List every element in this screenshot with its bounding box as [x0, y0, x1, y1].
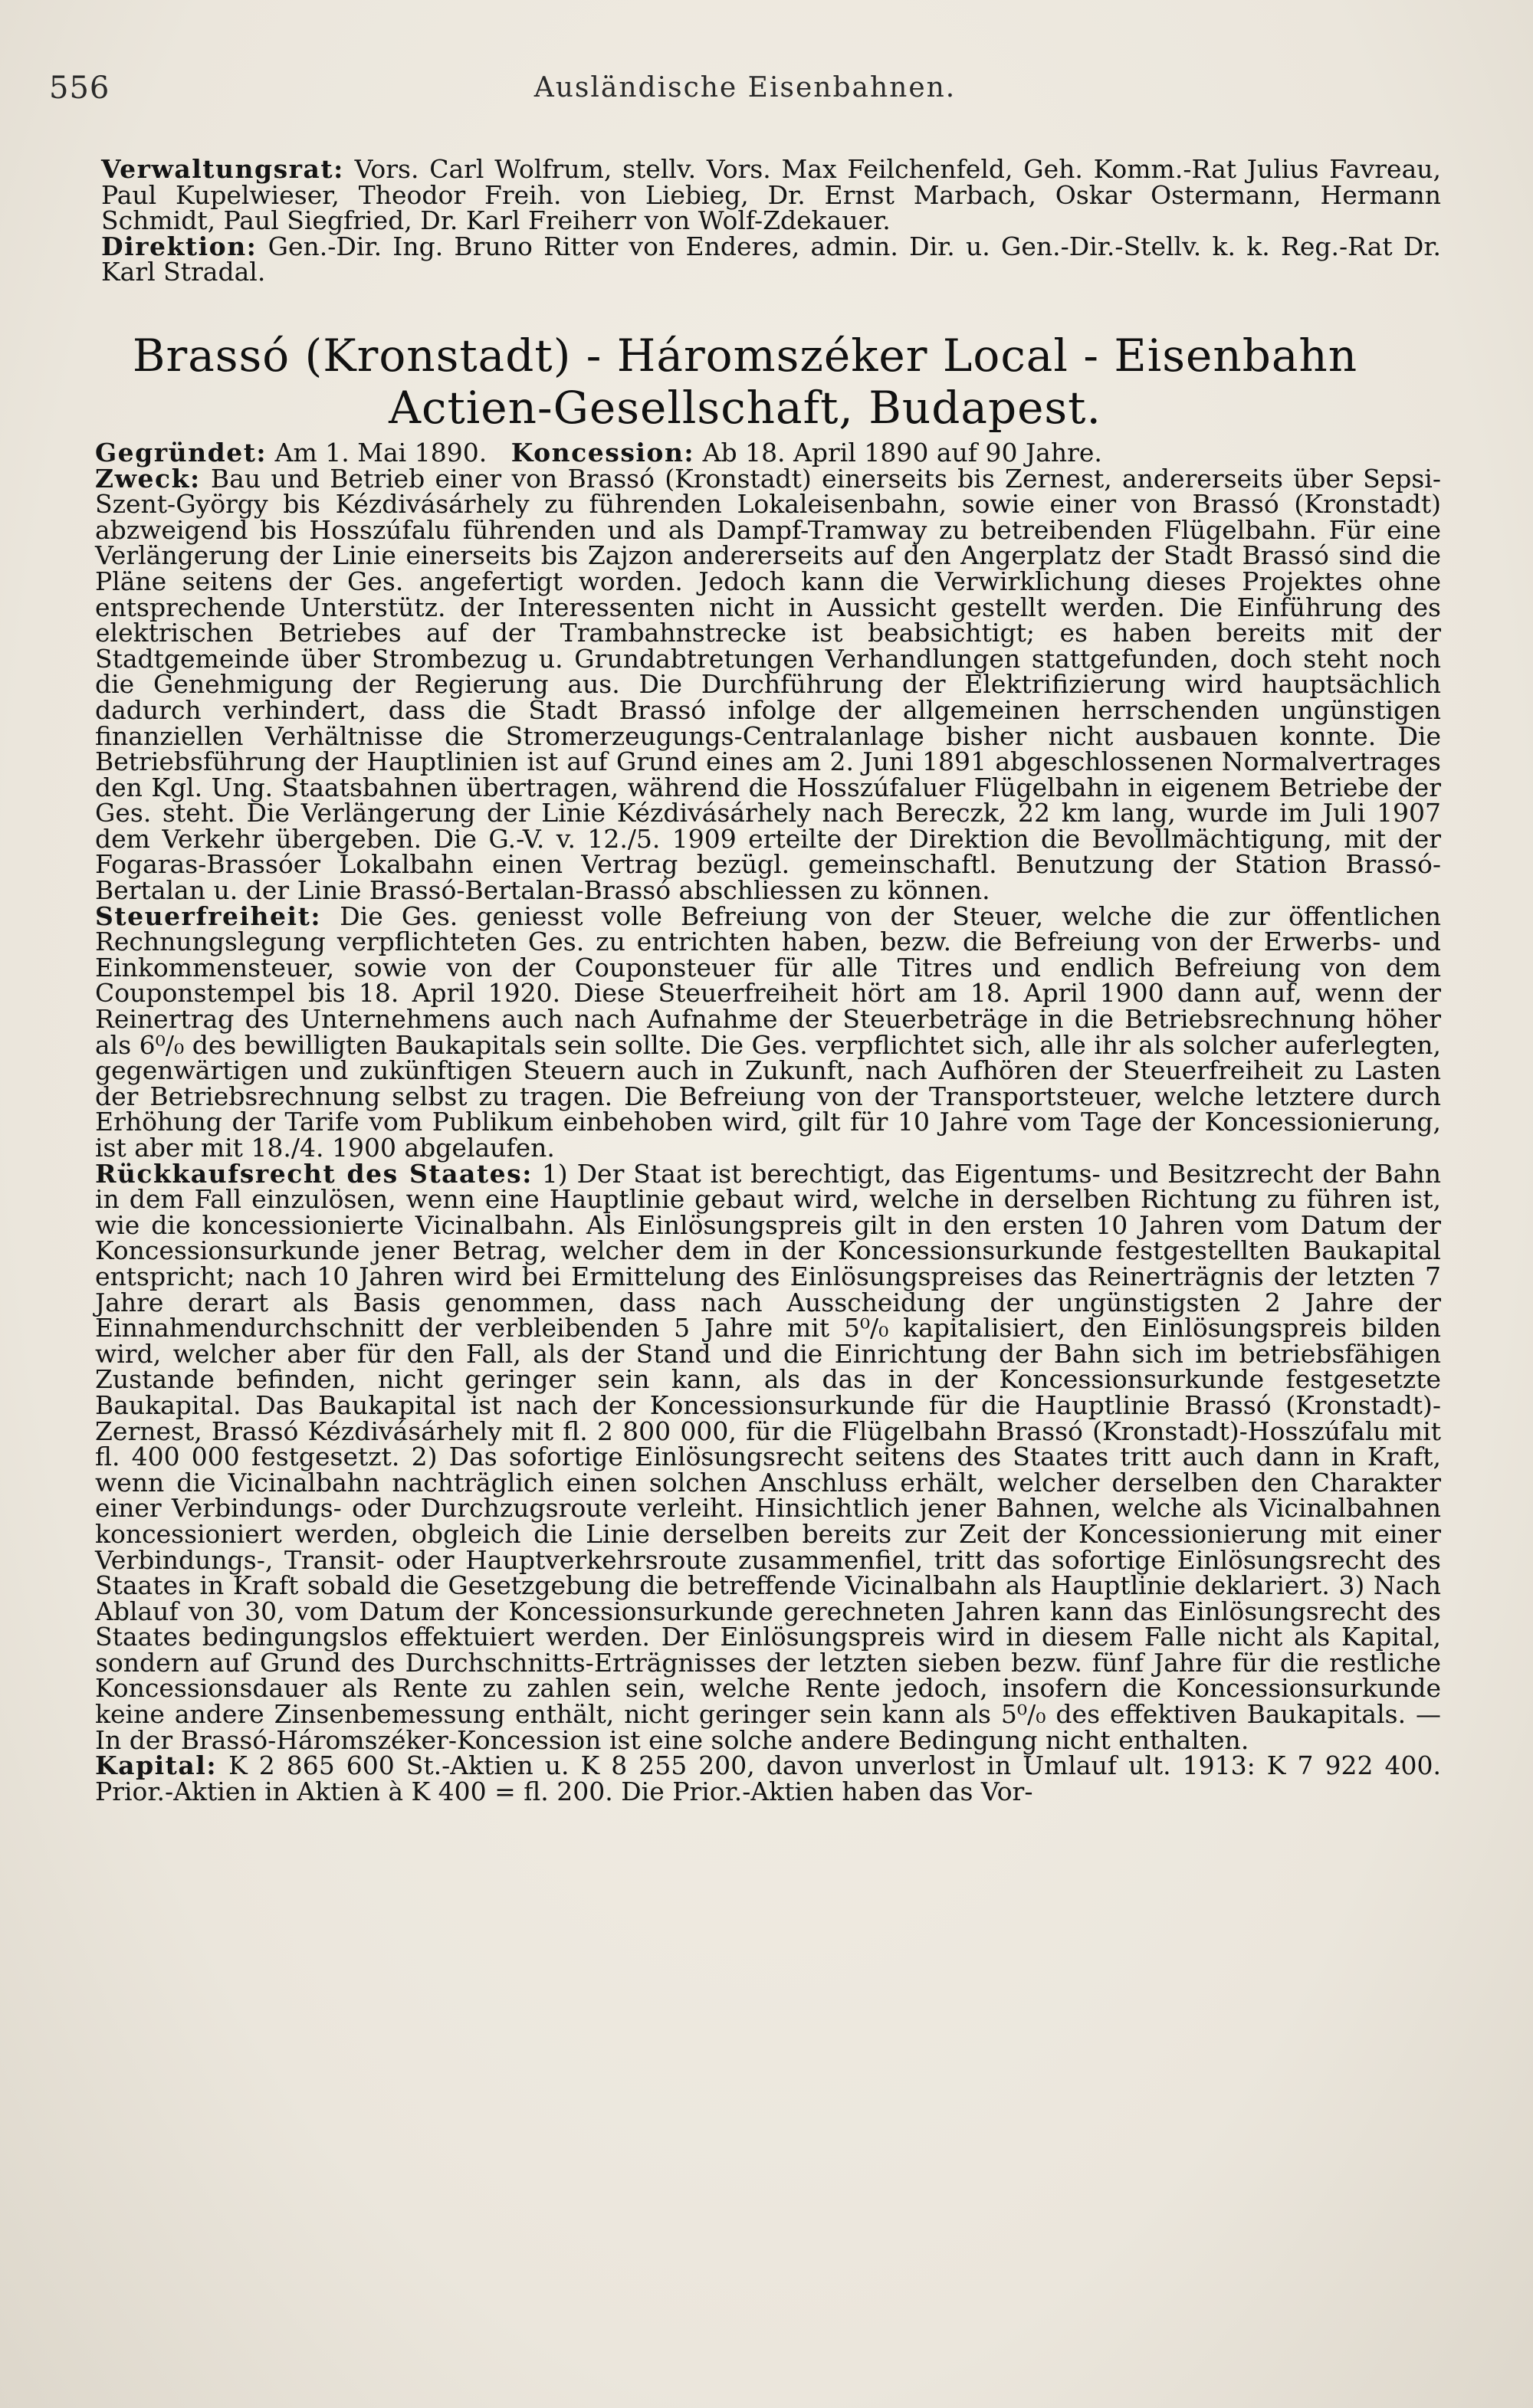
kapital-paragraph: [95, 1750, 1441, 1806]
verwaltungsrat-text: Vors. Carl Wolfrum, stellv. Vors. Max Feilchenfeld, Geh. Komm.-Rat Julius Favreau, Paul Kupelwieser, Theodor Freih. von Liebieg, Dr. Ernst Marbach, Oskar Ostermann, Hermann Schmidt, Paul Siegfried, Dr. Karl Freiherr von Wolf-Zdekauer.: [101, 154, 1441, 236]
steuer-text: Die Ges. geniesst volle Befreiung von der Steuer, welche die zur öffentlichen Rechnungslegung verpflichteten Ges. zu entrichten haben, bezw. die Befreiung von der Erwerbs- und Einkommensteuer, sowie von der Couponsteuer für alle Titres und endlich Befreiung von dem Couponstempel bis 18. April 1920. Diese Steuerfreiheit hört am 18. April 1900 dann auf, wenn der Reinertrag des Unternehmens auch nach Aufnahme der Steuerbeträge in die Betriebsrechnung höher als 6⁰/₀ des bewilligten Baukapitals sein sollte. Die Ges. verpflichtet sich, alle ihr als solcher auferlegten, gegenwärtigen und zukünftigen Steuern auch in Zukunft, nach Aufhören der Steuerfreiheit zu Lasten der Betriebsrechnung selbst zu tragen. Die Befreiung von der Transportsteuer, welche letztere durch Erhöhung der Tarife vom Publikum einbehoben wird, gilt für 10 Jahre vom Tage der Koncessionierung, ist aber mit 18./4. 1900 abgelaufen.: [95, 901, 1442, 1163]
founding-paragraph: [95, 437, 1441, 467]
verwaltungsrat-label: Verwaltungsrat:: [101, 154, 344, 184]
rueckkauf-text: 1) Der Staat ist berechtigt, das Eigentums- und Besitzrecht der Bahn in dem Fall einzulösen, wenn eine Hauptlinie gebaut wird, welche in derselben Richtung zu führen ist, wie die koncessionierte Vicinalbahn. Als Einlösungspreis gilt in den ersten 10 Jahren vom Datum der Koncessionsurkunde jener Betrag, welcher dem in der Koncessionsurkunde festgestellten Baukapital entspricht; nach 10 Jahren wird bei Ermittelung des Einlösungspreises das Reinerträgnis der letzten 7 Jahre derart als Basis genommen, dass nach Ausscheidung der ungünstigsten 2 Jahre der Einnahmendurchschnitt der verbleibenden 5 Jahre mit 5⁰/₀ kapitalisiert, den Einlösungspreis bilden wird, welcher aber für den Fall, als der Stand und die Einrichtung der Bahn sich im betriebsfähigen Zustande befinden, nicht geringer sein kann, als das in der Koncessionsurkunde festgesetzte Baukapital. Das Baukapital ist nach der Koncessionsurkunde für die Hauptlinie Brassó (Kronstadt)-Zernest, Brassó Kézdivásárhely mit fl. 2 800 000, für die Flügelbahn Brassó (Kronstadt)-Hosszúfalu mit fl. 400 000 festgesetzt. 2) Das sofortige Einlösungsrecht seitens des Staates tritt auch dann in Kraft, wenn die Vicinalbahn nachträglich einen solchen Anschluss erhält, welcher derselben den Charakter einer Verbindungs- oder Durchzugsroute verleiht. Hinsichtlich jener Bahnen, welche als Vicinalbahnen koncessioniert werden, obgleich die Linie derselben bereits zur Zeit der Koncessionierung mit einer Verbindungs-, Transit- oder Hauptverkehrsroute zusammenfiel, tritt das sofortige Einlösungsrecht des Staates in Kraft sobald die Gesetzgebung die betreffende Vicinalbahn als Hauptlinie deklariert. 3) Nach Ablauf von 30, vom Datum der Koncessionsurkunde gerechneten Jahren kann das Einlösungsrecht des Staates bedingungslos effektuiert werden. Der Einlösungspreis wird in diesem Falle nicht als Kapital, sondern auf Grund des Durchschnitts-Erträgnisses der letzten sieben bezw. fünf Jahre für die restliche Koncessionsdauer als Rente zu zahlen sein, welche Rente jedoch, insofern die Koncessionsurkunde keine andere Zinsenbemessung enthält, nicht geringer sein kann als 5⁰/₀ des effektiven Baukapitals. — In der Brassó-Háromszéker-Koncession ist eine solche andere Bedingung nicht enthalten.: [95, 1158, 1441, 1755]
zweck-paragraph: [95, 463, 1441, 906]
company-title: [49, 330, 1441, 434]
rueckkauf-paragraph: [95, 1158, 1441, 1755]
gegruendet-label: Gegründet:: [95, 437, 268, 467]
running-head: [49, 60, 1441, 113]
zweck-label: Zweck:: [95, 463, 201, 494]
zweck-text: Bau und Betrieb einer von Brassó (Kronstadt) einerseits bis Zernest, andererseits über Sepsi-Szent-György bis Kézdivásárhely zu führenden Lokaleisenbahn, sowie einer von Brassó (Kronstadt) abzweigend bis Hosszúfalu führenden und als Dampf-Tramway zu betreibenden Flügelbahn. Für eine Verlängerung der Linie einerseits bis Zajzon andererseits auf den Angerplatz der Stadt Brassó sind die Pläne seitens der Ges. angefertigt worden. Jedoch kann die Verwirklichung dieses Projektes ohne entsprechende Unterstütz. der Interessenten nicht in Aussicht gestellt werden. Die Einführung des elektrischen Betriebes auf der Trambahnstrecke ist beabsichtigt; es haben bereits mit der Stadtgemeinde über Strombezug u. Grundabtretungen Verhandlungen stattgefunden, doch steht noch die Genehmigung der Regierung aus. Die Durchführung der Elektrifizierung wird hauptsächlich dadurch verhindert, dass die Stadt Brassó infolge der allgemeinen herrschenden ungünstigen finanziellen Verhältnisse die Stromerzeugungs-Centralanlage bisher nicht ausbauen konnte. Die Betriebsführung der Hauptlinien ist auf Grund eines am 2. Juni 1891 abgeschlossenen Normalvertrages den Kgl. Ung. Staatsbahnen übertragen, während die Hosszúfaluer Flügelbahn in eigenem Betriebe der Ges. steht. Die Verlängerung der Linie Kézdivásárhely nach Bereczk, 22 km lang, wurde im Juli 1907 dem Verkehr übergeben. Die G.-V. v. 12./5. 1909 erteilte der Direktion die Bevollmächtigung, mit der Fogaras-Brassóer Lokalbahn einen Vertrag bezügl. gemeinschaftl. Benutzung der Station Brassó-Bertalan u. der Linie Brassó-Bertalan-Brassó abschliessen zu können.: [95, 463, 1441, 906]
page-number: 556: [49, 71, 110, 106]
steuer-paragraph: [95, 901, 1442, 1163]
kapital-label: Kapital:: [95, 1750, 218, 1781]
previous-entry-block: [49, 156, 1441, 285]
konzession-text: Ab 18. April 1890 auf 90 Jahre.: [702, 437, 1102, 467]
verwaltungsrat-paragraph: [101, 156, 1441, 234]
running-title: Ausländische Eisenbahnen.: [533, 72, 957, 103]
direktion-label: Direktion:: [101, 231, 258, 261]
gegruendet-text: Am 1. Mai 1890.: [274, 437, 487, 467]
konzession-label: Koncession:: [510, 437, 695, 467]
direktion-paragraph: [101, 231, 1441, 287]
entry-body: [49, 437, 1442, 1806]
steuer-label: Steuerfreiheit:: [95, 901, 322, 931]
company-title-line-1: Brassó (Kronstadt) - Háromszéker Local - Eisenbahn: [132, 329, 1358, 382]
company-title-line-2: Actien-Gesellschaft, Budapest.: [389, 381, 1101, 434]
kapital-text: K 2 865 600 St.-Aktien u. K 8 255 200, davon unverlost in Umlauf ult. 1913: K 7 922 400. Prior.-Aktien in Aktien à K 400 = fl. 200. Die Prior.-Aktien haben das Vor-: [95, 1750, 1441, 1806]
rueckkauf-label: Rückkaufsrecht des Staates:: [95, 1158, 533, 1189]
direktion-text: Gen.-Dir. Ing. Bruno Ritter von Enderes, admin. Dir. u. Gen.-Dir.-Stellv. k. k. Reg.-Rat Dr. Karl Stradal.: [101, 231, 1441, 287]
